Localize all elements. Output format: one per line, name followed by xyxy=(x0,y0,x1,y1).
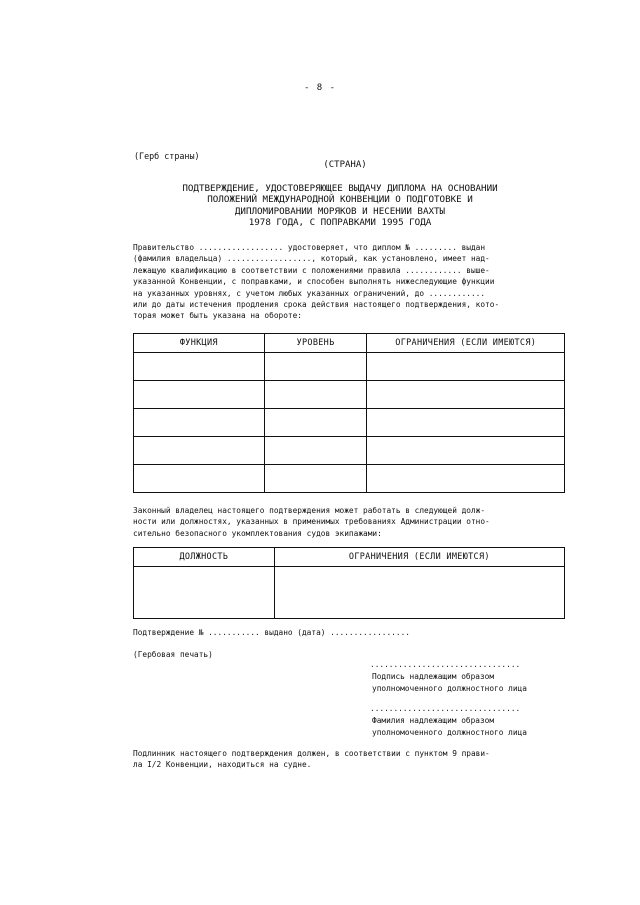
holder-line: ности или должностях, указанных в применимых требованиях Администрации отно- xyxy=(133,517,490,527)
table-cell xyxy=(134,409,265,437)
table-cell xyxy=(134,437,265,465)
footer-line: Подлинник настоящего подтверждения должен, в соответствии с пунктом 9 прави- xyxy=(133,749,490,758)
signature-label: Подпись надлежащим образом xyxy=(372,672,495,681)
coat-of-arms-label: (Герб страны) xyxy=(134,151,200,161)
intro-line: Правительство .................. удостоверяет, что диплом № ......... выдан xyxy=(133,243,486,252)
intro-line: (фамилия владельца) .................., который, как установлено, имеет над- xyxy=(133,254,490,264)
table-cell xyxy=(367,381,565,409)
table-row xyxy=(134,567,565,619)
seal-label: (Гербовая печать) xyxy=(133,650,213,659)
table-cell xyxy=(367,437,565,465)
table-row xyxy=(134,409,565,437)
table-row xyxy=(134,465,565,493)
page-number: - 8 - xyxy=(303,83,337,93)
table-cell xyxy=(367,409,565,437)
table-cell xyxy=(134,381,265,409)
name-dots: ................................ xyxy=(370,704,521,713)
table-cell xyxy=(264,353,367,381)
table-cell xyxy=(134,353,265,381)
intro-paragraph xyxy=(133,242,499,322)
intro-line: или до даты истечения продления срока действия настоящего подтверждения, кото- xyxy=(133,300,500,310)
table-cell xyxy=(367,465,565,493)
positions-table xyxy=(133,547,565,619)
table-cell xyxy=(264,437,367,465)
header-level: УРОВЕНЬ xyxy=(264,334,367,353)
table-cell xyxy=(264,465,367,493)
holder-paragraph xyxy=(133,505,490,539)
table-row xyxy=(134,381,565,409)
name-label: Фамилия надлежащим образом xyxy=(372,716,495,725)
name-label: уполномоченного должностного лица xyxy=(372,728,527,737)
title-line: 1978 ГОДА, С ПОПРАВКАМИ 1995 ГОДА xyxy=(248,217,432,229)
table-cell xyxy=(367,353,565,381)
intro-line: торая может быть указана на обороте: xyxy=(133,311,302,321)
header-limitations: ОГРАНИЧЕНИЯ (ЕСЛИ ИМЕЮТСЯ) xyxy=(367,334,565,353)
header-function: ФУНКЦИЯ xyxy=(134,334,265,353)
country-label: (СТРАНА) xyxy=(323,160,367,170)
document-title xyxy=(110,183,570,229)
footer-note xyxy=(133,748,490,771)
intro-line: указанной Конвенции, с поправками, и способен выполнять нижеследующие функции xyxy=(133,277,495,287)
table-cell xyxy=(134,465,265,493)
table-cell xyxy=(134,567,275,619)
title-line: ПОЛОЖЕНИЙ МЕЖДУНАРОДНОЙ КОНВЕНЦИИ О ПОДГОТОВКЕ И xyxy=(207,194,473,206)
holder-line: Законный владелец настоящего подтверждения может работать в следующей долж- xyxy=(133,506,486,515)
functions-table xyxy=(133,333,565,493)
table-header-row xyxy=(134,548,565,567)
intro-line: лежащую квалификацию в соответствии с положениями правила ............ выше- xyxy=(133,265,490,275)
footer-line: ла I/2 Конвенции, находиться на судне. xyxy=(133,760,312,770)
header-position: ДОЛЖНОСТЬ xyxy=(134,548,275,567)
intro-line: на указанных уровнях, с учетом любых указанных ограничений, до ............ xyxy=(133,288,486,298)
title-line: ДИПЛОМИРОВАНИИ МОРЯКОВ И НЕСЕНИИ ВАХТЫ xyxy=(234,205,446,217)
title-line: ПОДТВЕРЖДЕНИЕ, УДОСТОВЕРЯЮЩЕЕ ВЫДАЧУ ДИПЛОМА НА ОСНОВАНИИ xyxy=(182,183,498,194)
header-limitations: ОГРАНИЧЕНИЯ (ЕСЛИ ИМЕЮТСЯ) xyxy=(274,548,564,567)
table-row xyxy=(134,437,565,465)
table-cell xyxy=(274,567,564,619)
signature-label: уполномоченного должностного лица xyxy=(372,684,527,693)
table-cell xyxy=(264,409,367,437)
table-header-row xyxy=(134,334,565,353)
table-row xyxy=(134,353,565,381)
holder-line: сительно безопасного укомплектования судов экипажами: xyxy=(133,528,382,538)
signature-dots: ................................ xyxy=(370,660,521,669)
table-cell xyxy=(264,381,367,409)
issued-line: Подтверждение № ........... выдано (дата) ................. xyxy=(133,628,410,637)
